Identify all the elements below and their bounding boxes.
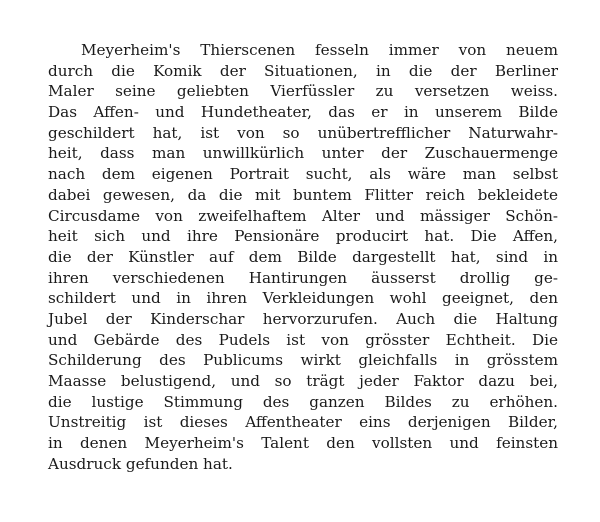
text-line-7: nach dem eigenen Portrait sucht, als wäre man selbst: [48, 165, 558, 184]
text-line-9: Circusdame von zweifelhaftem Alter und mässiger Schön-: [48, 206, 558, 225]
text-line-12: ihren verschiedenen Hantirungen äusserst drollig ge-: [48, 268, 558, 287]
text-line-11: die der Künstler auf dem Bilde dargestellt hat, sind in: [48, 247, 558, 266]
text-line-15: und Gebärde des Pudels ist von grösster Echtheit. Die: [48, 330, 558, 349]
text-line-3: Maler seine geliebten Vierfüssler zu versetzen weiss.: [48, 82, 558, 101]
text-line-17: Maasse belustigend, und so trägt jeder Faktor dazu bei,: [48, 372, 558, 390]
body-paragraph: [48, 40, 558, 474]
text-line-13: schildert und in ihren Verkleidungen wohl geeignet, den: [48, 289, 558, 308]
text-line-21: Ausdruck gefunden hat.: [48, 454, 233, 473]
text-line-4: Das Affen- und Hundetheater, das er in unserem Bilde: [48, 103, 558, 122]
text-line-8: dabei gewesen, da die mit buntem Flitter reich bekleidete: [48, 185, 558, 204]
text-line-2: durch die Komik der Situationen, in die der Berliner: [48, 61, 558, 80]
text-line-6: heit, dass man unwillkürlich unter der Zuschauermenge: [48, 144, 558, 163]
text-line-20: in denen Meyerheim's Talent den vollsten und feinsten: [48, 434, 558, 453]
text-line-1: Meyerheim's Thierscenen fesseln immer von neuem: [81, 41, 558, 59]
text-line-19: Unstreitig ist dieses Affentheater eins derjenigen Bilder,: [48, 413, 558, 432]
text-line-18: die lustige Stimmung des ganzen Bildes zu erhöhen.: [48, 392, 558, 411]
text-line-10: heit sich und ihre Pensionäre producirt hat. Die Affen,: [48, 227, 558, 246]
text-line-16: Schilderung des Publicums wirkt gleichfalls in grösstem: [48, 351, 558, 370]
text-line-5: geschildert hat, ist von so unübertrefflicher Naturwahr-: [48, 123, 558, 142]
text-line-14: Jubel der Kinderschar hervorzurufen. Auch die Haltung: [48, 309, 558, 328]
